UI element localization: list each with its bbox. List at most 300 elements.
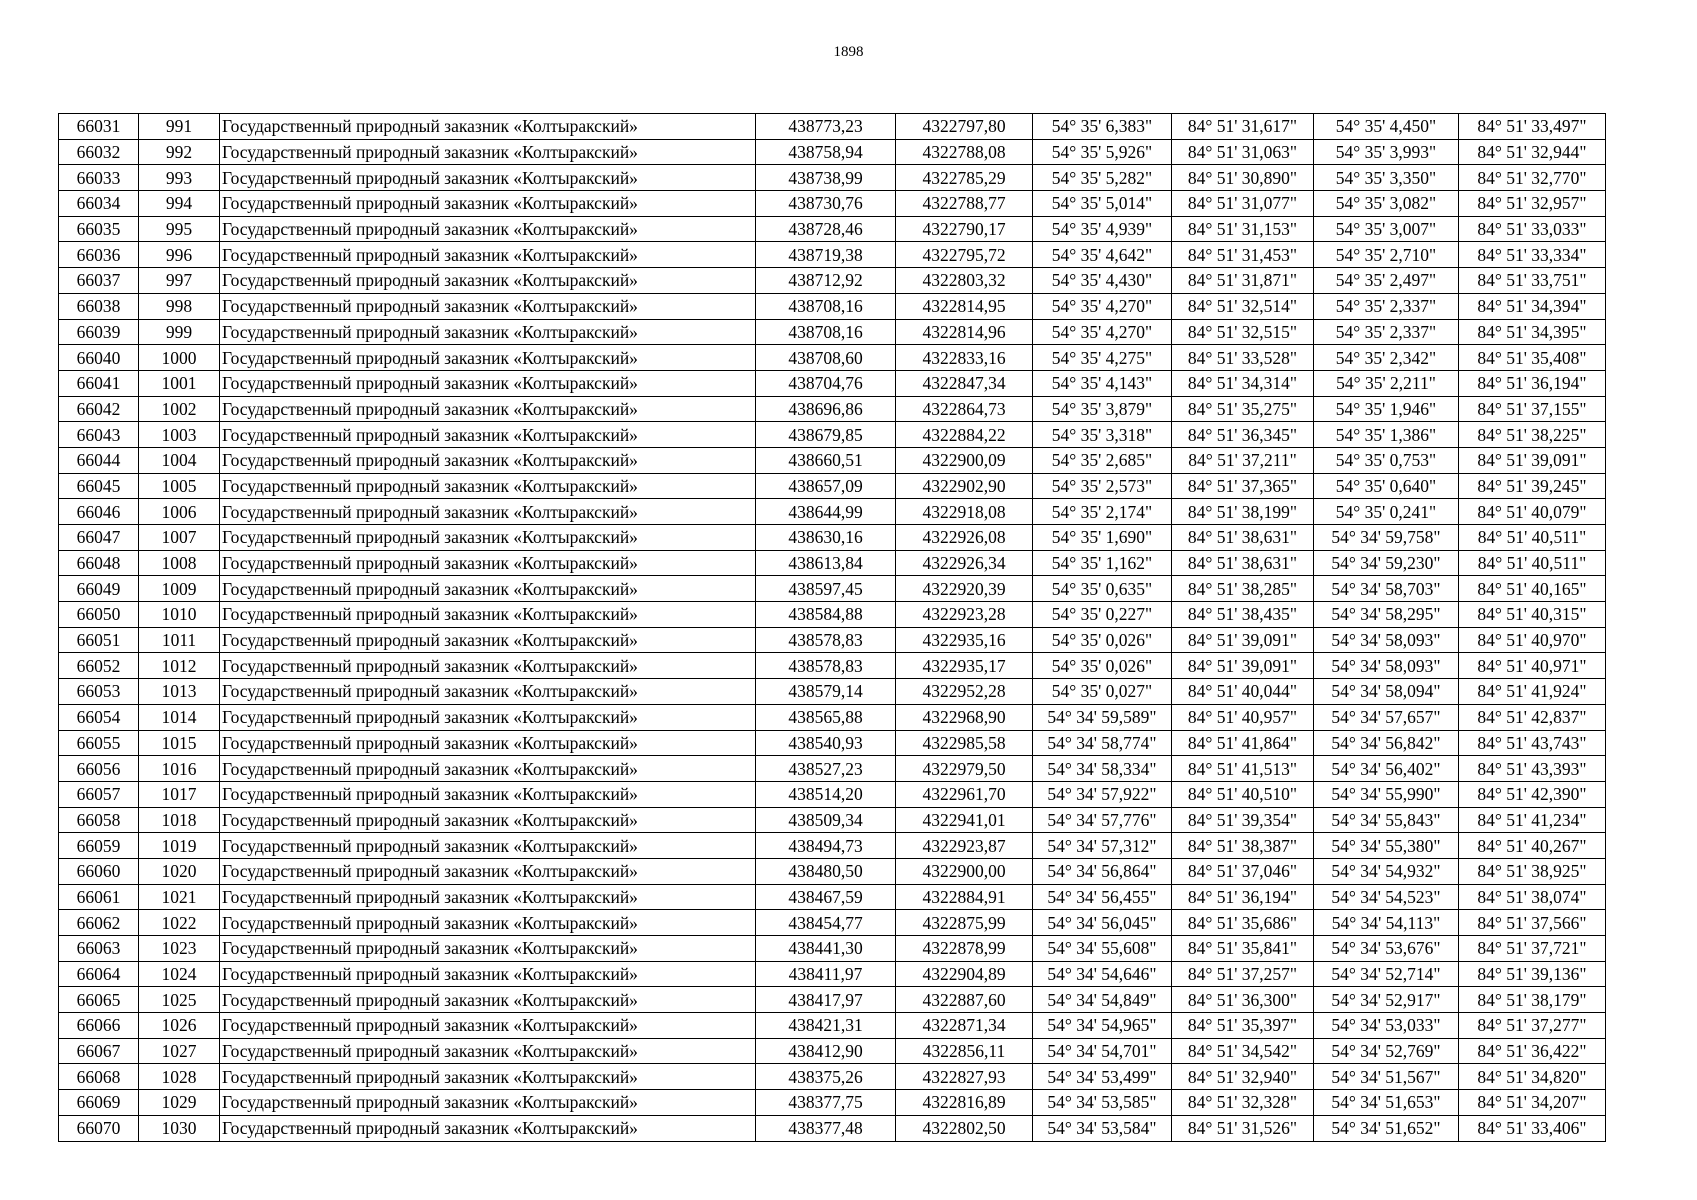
x-coordinate-cell: 438509,34 xyxy=(756,807,896,833)
latitude-2-cell: 54° 34' 53,033" xyxy=(1314,1013,1459,1039)
y-coordinate-cell: 4322864,73 xyxy=(896,396,1033,422)
latitude-1-cell: 54° 34' 58,774" xyxy=(1033,730,1172,756)
longitude-2-cell: 84° 51' 41,234" xyxy=(1459,807,1606,833)
x-coordinate-cell: 438657,09 xyxy=(756,473,896,499)
table-row xyxy=(59,858,1606,884)
table-row xyxy=(59,268,1606,294)
y-coordinate-cell: 4322884,22 xyxy=(896,422,1033,448)
latitude-1-cell: 54° 35' 0,635" xyxy=(1033,576,1172,602)
table-row xyxy=(59,139,1606,165)
record-id-cell: 66069 xyxy=(59,1090,139,1116)
y-coordinate-cell: 4322803,32 xyxy=(896,268,1033,294)
record-id-cell: 66060 xyxy=(59,858,139,884)
longitude-1-cell: 84° 51' 38,285" xyxy=(1172,576,1314,602)
longitude-2-cell: 84° 51' 39,245" xyxy=(1459,473,1606,499)
record-id-cell: 66037 xyxy=(59,268,139,294)
latitude-1-cell: 54° 34' 59,589" xyxy=(1033,704,1172,730)
table-row xyxy=(59,627,1606,653)
point-number-cell: 998 xyxy=(139,293,220,319)
y-coordinate-cell: 4322904,89 xyxy=(896,961,1033,987)
longitude-2-cell: 84° 51' 39,136" xyxy=(1459,961,1606,987)
point-number-cell: 1030 xyxy=(139,1115,220,1141)
longitude-1-cell: 84° 51' 38,631" xyxy=(1172,525,1314,551)
y-coordinate-cell: 4322875,99 xyxy=(896,910,1033,936)
latitude-1-cell: 54° 34' 53,585" xyxy=(1033,1090,1172,1116)
longitude-2-cell: 84° 51' 43,393" xyxy=(1459,756,1606,782)
table-row xyxy=(59,447,1606,473)
table-row xyxy=(59,550,1606,576)
latitude-2-cell: 54° 35' 2,342" xyxy=(1314,345,1459,371)
latitude-2-cell: 54° 35' 1,386" xyxy=(1314,422,1459,448)
zone-name-cell: Государственный природный заказник «Колтыракский» xyxy=(220,781,756,807)
record-id-cell: 66065 xyxy=(59,987,139,1013)
table-row xyxy=(59,370,1606,396)
longitude-1-cell: 84° 51' 35,397" xyxy=(1172,1013,1314,1039)
latitude-2-cell: 54° 35' 0,241" xyxy=(1314,499,1459,525)
latitude-2-cell: 54° 35' 3,350" xyxy=(1314,165,1459,191)
zone-name-cell: Государственный природный заказник «Колтыракский» xyxy=(220,1090,756,1116)
table-row xyxy=(59,1038,1606,1064)
y-coordinate-cell: 4322814,96 xyxy=(896,319,1033,345)
longitude-1-cell: 84° 51' 34,542" xyxy=(1172,1038,1314,1064)
table-row xyxy=(59,473,1606,499)
point-number-cell: 1017 xyxy=(139,781,220,807)
point-number-cell: 1008 xyxy=(139,550,220,576)
longitude-1-cell: 84° 51' 35,841" xyxy=(1172,936,1314,962)
y-coordinate-cell: 4322856,11 xyxy=(896,1038,1033,1064)
longitude-1-cell: 84° 51' 37,257" xyxy=(1172,961,1314,987)
latitude-2-cell: 54° 34' 56,402" xyxy=(1314,756,1459,782)
y-coordinate-cell: 4322900,09 xyxy=(896,447,1033,473)
record-id-cell: 66068 xyxy=(59,1064,139,1090)
x-coordinate-cell: 438454,77 xyxy=(756,910,896,936)
y-coordinate-cell: 4322900,00 xyxy=(896,858,1033,884)
latitude-2-cell: 54° 34' 57,657" xyxy=(1314,704,1459,730)
longitude-2-cell: 84° 51' 39,091" xyxy=(1459,447,1606,473)
latitude-1-cell: 54° 34' 56,455" xyxy=(1033,884,1172,910)
latitude-2-cell: 54° 34' 58,093" xyxy=(1314,653,1459,679)
x-coordinate-cell: 438730,76 xyxy=(756,191,896,217)
record-id-cell: 66040 xyxy=(59,345,139,371)
longitude-2-cell: 84° 51' 40,165" xyxy=(1459,576,1606,602)
table-row xyxy=(59,987,1606,1013)
zone-name-cell: Государственный природный заказник «Колтыракский» xyxy=(220,936,756,962)
longitude-1-cell: 84° 51' 35,686" xyxy=(1172,910,1314,936)
zone-name-cell: Государственный природный заказник «Колтыракский» xyxy=(220,268,756,294)
longitude-1-cell: 84° 51' 31,063" xyxy=(1172,139,1314,165)
record-id-cell: 66044 xyxy=(59,447,139,473)
x-coordinate-cell: 438377,48 xyxy=(756,1115,896,1141)
zone-name-cell: Государственный природный заказник «Колтыракский» xyxy=(220,499,756,525)
longitude-2-cell: 84° 51' 37,155" xyxy=(1459,396,1606,422)
longitude-1-cell: 84° 51' 40,044" xyxy=(1172,679,1314,705)
point-number-cell: 1001 xyxy=(139,370,220,396)
point-number-cell: 994 xyxy=(139,191,220,217)
point-number-cell: 1005 xyxy=(139,473,220,499)
point-number-cell: 1007 xyxy=(139,525,220,551)
table-row xyxy=(59,1013,1606,1039)
latitude-2-cell: 54° 34' 52,714" xyxy=(1314,961,1459,987)
record-id-cell: 66034 xyxy=(59,191,139,217)
table-row xyxy=(59,807,1606,833)
record-id-cell: 66070 xyxy=(59,1115,139,1141)
latitude-1-cell: 54° 34' 54,646" xyxy=(1033,961,1172,987)
latitude-1-cell: 54° 35' 0,026" xyxy=(1033,627,1172,653)
longitude-2-cell: 84° 51' 33,033" xyxy=(1459,216,1606,242)
latitude-2-cell: 54° 35' 2,710" xyxy=(1314,242,1459,268)
latitude-1-cell: 54° 34' 56,045" xyxy=(1033,910,1172,936)
record-id-cell: 66038 xyxy=(59,293,139,319)
y-coordinate-cell: 4322790,17 xyxy=(896,216,1033,242)
table-row xyxy=(59,1115,1606,1141)
table-row xyxy=(59,1090,1606,1116)
latitude-1-cell: 54° 34' 58,334" xyxy=(1033,756,1172,782)
point-number-cell: 997 xyxy=(139,268,220,294)
record-id-cell: 66046 xyxy=(59,499,139,525)
point-number-cell: 999 xyxy=(139,319,220,345)
zone-name-cell: Государственный природный заказник «Колтыракский» xyxy=(220,910,756,936)
zone-name-cell: Государственный природный заказник «Колтыракский» xyxy=(220,679,756,705)
record-id-cell: 66050 xyxy=(59,602,139,628)
latitude-1-cell: 54° 34' 54,965" xyxy=(1033,1013,1172,1039)
longitude-1-cell: 84° 51' 41,864" xyxy=(1172,730,1314,756)
latitude-2-cell: 54° 34' 55,380" xyxy=(1314,833,1459,859)
longitude-1-cell: 84° 51' 33,528" xyxy=(1172,345,1314,371)
longitude-1-cell: 84° 51' 32,515" xyxy=(1172,319,1314,345)
table-row xyxy=(59,730,1606,756)
zone-name-cell: Государственный природный заказник «Колтыракский» xyxy=(220,525,756,551)
latitude-2-cell: 54° 34' 56,842" xyxy=(1314,730,1459,756)
y-coordinate-cell: 4322816,89 xyxy=(896,1090,1033,1116)
longitude-1-cell: 84° 51' 41,513" xyxy=(1172,756,1314,782)
longitude-1-cell: 84° 51' 40,957" xyxy=(1172,704,1314,730)
coordinates-table xyxy=(58,113,1606,1142)
y-coordinate-cell: 4322935,16 xyxy=(896,627,1033,653)
point-number-cell: 1009 xyxy=(139,576,220,602)
table-row xyxy=(59,216,1606,242)
zone-name-cell: Государственный природный заказник «Колтыракский» xyxy=(220,473,756,499)
latitude-1-cell: 54° 35' 1,162" xyxy=(1033,550,1172,576)
x-coordinate-cell: 438565,88 xyxy=(756,704,896,730)
latitude-1-cell: 54° 35' 5,282" xyxy=(1033,165,1172,191)
longitude-2-cell: 84° 51' 42,837" xyxy=(1459,704,1606,730)
longitude-1-cell: 84° 51' 30,890" xyxy=(1172,165,1314,191)
table-row xyxy=(59,910,1606,936)
latitude-2-cell: 54° 34' 58,295" xyxy=(1314,602,1459,628)
zone-name-cell: Государственный природный заказник «Колтыракский» xyxy=(220,653,756,679)
record-id-cell: 66033 xyxy=(59,165,139,191)
x-coordinate-cell: 438613,84 xyxy=(756,550,896,576)
x-coordinate-cell: 438441,30 xyxy=(756,936,896,962)
y-coordinate-cell: 4322833,16 xyxy=(896,345,1033,371)
longitude-2-cell: 84° 51' 38,225" xyxy=(1459,422,1606,448)
table-row xyxy=(59,884,1606,910)
x-coordinate-cell: 438708,16 xyxy=(756,319,896,345)
zone-name-cell: Государственный природный заказник «Колтыракский» xyxy=(220,704,756,730)
record-id-cell: 66048 xyxy=(59,550,139,576)
latitude-1-cell: 54° 35' 4,270" xyxy=(1033,319,1172,345)
record-id-cell: 66042 xyxy=(59,396,139,422)
zone-name-cell: Государственный природный заказник «Колтыракский» xyxy=(220,858,756,884)
x-coordinate-cell: 438679,85 xyxy=(756,422,896,448)
x-coordinate-cell: 438421,31 xyxy=(756,1013,896,1039)
point-number-cell: 995 xyxy=(139,216,220,242)
latitude-1-cell: 54° 35' 4,642" xyxy=(1033,242,1172,268)
point-number-cell: 1004 xyxy=(139,447,220,473)
zone-name-cell: Государственный природный заказник «Колтыракский» xyxy=(220,165,756,191)
longitude-1-cell: 84° 51' 36,194" xyxy=(1172,884,1314,910)
y-coordinate-cell: 4322847,34 xyxy=(896,370,1033,396)
latitude-2-cell: 54° 34' 59,230" xyxy=(1314,550,1459,576)
zone-name-cell: Государственный природный заказник «Колтыракский» xyxy=(220,627,756,653)
record-id-cell: 66066 xyxy=(59,1013,139,1039)
record-id-cell: 66035 xyxy=(59,216,139,242)
longitude-1-cell: 84° 51' 40,510" xyxy=(1172,781,1314,807)
y-coordinate-cell: 4322952,28 xyxy=(896,679,1033,705)
record-id-cell: 66056 xyxy=(59,756,139,782)
latitude-2-cell: 54° 34' 59,758" xyxy=(1314,525,1459,551)
x-coordinate-cell: 438578,83 xyxy=(756,627,896,653)
x-coordinate-cell: 438708,16 xyxy=(756,293,896,319)
x-coordinate-cell: 438377,75 xyxy=(756,1090,896,1116)
latitude-1-cell: 54° 35' 2,685" xyxy=(1033,447,1172,473)
longitude-2-cell: 84° 51' 36,194" xyxy=(1459,370,1606,396)
latitude-1-cell: 54° 35' 2,174" xyxy=(1033,499,1172,525)
latitude-1-cell: 54° 34' 53,584" xyxy=(1033,1115,1172,1141)
table-row xyxy=(59,679,1606,705)
point-number-cell: 1003 xyxy=(139,422,220,448)
zone-name-cell: Государственный природный заказник «Колтыракский» xyxy=(220,1038,756,1064)
point-number-cell: 1016 xyxy=(139,756,220,782)
latitude-1-cell: 54° 35' 0,027" xyxy=(1033,679,1172,705)
x-coordinate-cell: 438417,97 xyxy=(756,987,896,1013)
longitude-2-cell: 84° 51' 34,394" xyxy=(1459,293,1606,319)
point-number-cell: 1002 xyxy=(139,396,220,422)
x-coordinate-cell: 438644,99 xyxy=(756,499,896,525)
latitude-1-cell: 54° 35' 4,939" xyxy=(1033,216,1172,242)
longitude-1-cell: 84° 51' 38,387" xyxy=(1172,833,1314,859)
table-row xyxy=(59,422,1606,448)
longitude-2-cell: 84° 51' 41,924" xyxy=(1459,679,1606,705)
table-row xyxy=(59,525,1606,551)
latitude-1-cell: 54° 34' 57,312" xyxy=(1033,833,1172,859)
table-row xyxy=(59,293,1606,319)
y-coordinate-cell: 4322802,50 xyxy=(896,1115,1033,1141)
table-row xyxy=(59,191,1606,217)
longitude-1-cell: 84° 51' 32,514" xyxy=(1172,293,1314,319)
point-number-cell: 1015 xyxy=(139,730,220,756)
point-number-cell: 991 xyxy=(139,114,220,140)
zone-name-cell: Государственный природный заказник «Колтыракский» xyxy=(220,756,756,782)
table-row xyxy=(59,961,1606,987)
longitude-1-cell: 84° 51' 32,940" xyxy=(1172,1064,1314,1090)
table-row xyxy=(59,576,1606,602)
record-id-cell: 66061 xyxy=(59,884,139,910)
x-coordinate-cell: 438630,16 xyxy=(756,525,896,551)
latitude-2-cell: 54° 35' 3,007" xyxy=(1314,216,1459,242)
record-id-cell: 66032 xyxy=(59,139,139,165)
y-coordinate-cell: 4322884,91 xyxy=(896,884,1033,910)
zone-name-cell: Государственный природный заказник «Колтыракский» xyxy=(220,807,756,833)
x-coordinate-cell: 438411,97 xyxy=(756,961,896,987)
latitude-2-cell: 54° 34' 58,703" xyxy=(1314,576,1459,602)
point-number-cell: 1027 xyxy=(139,1038,220,1064)
zone-name-cell: Государственный природный заказник «Колтыракский» xyxy=(220,216,756,242)
latitude-1-cell: 54° 34' 57,776" xyxy=(1033,807,1172,833)
latitude-2-cell: 54° 35' 2,337" xyxy=(1314,293,1459,319)
latitude-2-cell: 54° 35' 3,993" xyxy=(1314,139,1459,165)
y-coordinate-cell: 4322871,34 xyxy=(896,1013,1033,1039)
latitude-2-cell: 54° 35' 2,337" xyxy=(1314,319,1459,345)
latitude-1-cell: 54° 35' 0,227" xyxy=(1033,602,1172,628)
latitude-1-cell: 54° 34' 53,499" xyxy=(1033,1064,1172,1090)
latitude-2-cell: 54° 34' 55,990" xyxy=(1314,781,1459,807)
point-number-cell: 1025 xyxy=(139,987,220,1013)
zone-name-cell: Государственный природный заказник «Колтыракский» xyxy=(220,345,756,371)
point-number-cell: 1024 xyxy=(139,961,220,987)
record-id-cell: 66058 xyxy=(59,807,139,833)
point-number-cell: 1010 xyxy=(139,602,220,628)
longitude-2-cell: 84° 51' 38,179" xyxy=(1459,987,1606,1013)
x-coordinate-cell: 438708,60 xyxy=(756,345,896,371)
table-row xyxy=(59,396,1606,422)
longitude-2-cell: 84° 51' 43,743" xyxy=(1459,730,1606,756)
longitude-2-cell: 84° 51' 32,770" xyxy=(1459,165,1606,191)
latitude-1-cell: 54° 35' 5,014" xyxy=(1033,191,1172,217)
x-coordinate-cell: 438480,50 xyxy=(756,858,896,884)
latitude-1-cell: 54° 35' 6,383" xyxy=(1033,114,1172,140)
record-id-cell: 66031 xyxy=(59,114,139,140)
x-coordinate-cell: 438660,51 xyxy=(756,447,896,473)
longitude-2-cell: 84° 51' 40,971" xyxy=(1459,653,1606,679)
x-coordinate-cell: 438704,76 xyxy=(756,370,896,396)
zone-name-cell: Государственный природный заказник «Колтыракский» xyxy=(220,447,756,473)
longitude-2-cell: 84° 51' 40,315" xyxy=(1459,602,1606,628)
longitude-2-cell: 84° 51' 37,277" xyxy=(1459,1013,1606,1039)
zone-name-cell: Государственный природный заказник «Колтыракский» xyxy=(220,139,756,165)
longitude-1-cell: 84° 51' 38,435" xyxy=(1172,602,1314,628)
table-row xyxy=(59,602,1606,628)
latitude-2-cell: 54° 34' 51,653" xyxy=(1314,1090,1459,1116)
point-number-cell: 1006 xyxy=(139,499,220,525)
zone-name-cell: Государственный природный заказник «Колтыракский» xyxy=(220,114,756,140)
table-row xyxy=(59,165,1606,191)
x-coordinate-cell: 438467,59 xyxy=(756,884,896,910)
zone-name-cell: Государственный природный заказник «Колтыракский» xyxy=(220,833,756,859)
x-coordinate-cell: 438514,20 xyxy=(756,781,896,807)
latitude-1-cell: 54° 34' 57,922" xyxy=(1033,781,1172,807)
longitude-1-cell: 84° 51' 32,328" xyxy=(1172,1090,1314,1116)
longitude-1-cell: 84° 51' 39,354" xyxy=(1172,807,1314,833)
longitude-1-cell: 84° 51' 36,345" xyxy=(1172,422,1314,448)
latitude-1-cell: 54° 35' 3,318" xyxy=(1033,422,1172,448)
y-coordinate-cell: 4322941,01 xyxy=(896,807,1033,833)
y-coordinate-cell: 4322926,08 xyxy=(896,525,1033,551)
point-number-cell: 1029 xyxy=(139,1090,220,1116)
table-row xyxy=(59,833,1606,859)
x-coordinate-cell: 438597,45 xyxy=(756,576,896,602)
longitude-1-cell: 84° 51' 31,871" xyxy=(1172,268,1314,294)
table-row xyxy=(59,499,1606,525)
latitude-2-cell: 54° 35' 4,450" xyxy=(1314,114,1459,140)
latitude-2-cell: 54° 35' 2,211" xyxy=(1314,370,1459,396)
longitude-2-cell: 84° 51' 32,957" xyxy=(1459,191,1606,217)
longitude-2-cell: 84° 51' 38,074" xyxy=(1459,884,1606,910)
record-id-cell: 66057 xyxy=(59,781,139,807)
record-id-cell: 66047 xyxy=(59,525,139,551)
y-coordinate-cell: 4322788,77 xyxy=(896,191,1033,217)
record-id-cell: 66067 xyxy=(59,1038,139,1064)
point-number-cell: 1020 xyxy=(139,858,220,884)
latitude-2-cell: 54° 34' 52,917" xyxy=(1314,987,1459,1013)
latitude-1-cell: 54° 35' 4,143" xyxy=(1033,370,1172,396)
latitude-2-cell: 54° 35' 0,753" xyxy=(1314,447,1459,473)
record-id-cell: 66039 xyxy=(59,319,139,345)
longitude-1-cell: 84° 51' 38,631" xyxy=(1172,550,1314,576)
point-number-cell: 1014 xyxy=(139,704,220,730)
latitude-1-cell: 54° 34' 56,864" xyxy=(1033,858,1172,884)
zone-name-cell: Государственный природный заказник «Колтыракский» xyxy=(220,319,756,345)
latitude-2-cell: 54° 34' 58,094" xyxy=(1314,679,1459,705)
x-coordinate-cell: 438412,90 xyxy=(756,1038,896,1064)
zone-name-cell: Государственный природный заказник «Колтыракский» xyxy=(220,884,756,910)
latitude-1-cell: 54° 35' 2,573" xyxy=(1033,473,1172,499)
latitude-2-cell: 54° 35' 2,497" xyxy=(1314,268,1459,294)
latitude-2-cell: 54° 34' 51,567" xyxy=(1314,1064,1459,1090)
table-row xyxy=(59,114,1606,140)
x-coordinate-cell: 438375,26 xyxy=(756,1064,896,1090)
y-coordinate-cell: 4322985,58 xyxy=(896,730,1033,756)
longitude-2-cell: 84° 51' 32,944" xyxy=(1459,139,1606,165)
y-coordinate-cell: 4322902,90 xyxy=(896,473,1033,499)
point-number-cell: 993 xyxy=(139,165,220,191)
point-number-cell: 1028 xyxy=(139,1064,220,1090)
latitude-1-cell: 54° 35' 4,430" xyxy=(1033,268,1172,294)
longitude-1-cell: 84° 51' 31,526" xyxy=(1172,1115,1314,1141)
zone-name-cell: Государственный природный заказник «Колтыракский» xyxy=(220,396,756,422)
zone-name-cell: Государственный природный заказник «Колтыракский» xyxy=(220,242,756,268)
y-coordinate-cell: 4322878,99 xyxy=(896,936,1033,962)
record-id-cell: 66051 xyxy=(59,627,139,653)
table-body xyxy=(59,114,1606,1142)
zone-name-cell: Государственный природный заказник «Колтыракский» xyxy=(220,1064,756,1090)
longitude-1-cell: 84° 51' 37,211" xyxy=(1172,447,1314,473)
longitude-2-cell: 84° 51' 33,406" xyxy=(1459,1115,1606,1141)
latitude-2-cell: 54° 34' 54,113" xyxy=(1314,910,1459,936)
longitude-2-cell: 84° 51' 34,395" xyxy=(1459,319,1606,345)
latitude-2-cell: 54° 34' 52,769" xyxy=(1314,1038,1459,1064)
zone-name-cell: Государственный природный заказник «Колтыракский» xyxy=(220,576,756,602)
longitude-2-cell: 84° 51' 35,408" xyxy=(1459,345,1606,371)
table-row xyxy=(59,756,1606,782)
record-id-cell: 66064 xyxy=(59,961,139,987)
longitude-2-cell: 84° 51' 34,820" xyxy=(1459,1064,1606,1090)
latitude-1-cell: 54° 35' 3,879" xyxy=(1033,396,1172,422)
y-coordinate-cell: 4322920,39 xyxy=(896,576,1033,602)
y-coordinate-cell: 4322923,28 xyxy=(896,602,1033,628)
x-coordinate-cell: 438738,99 xyxy=(756,165,896,191)
record-id-cell: 66063 xyxy=(59,936,139,962)
point-number-cell: 1023 xyxy=(139,936,220,962)
table-row xyxy=(59,242,1606,268)
longitude-2-cell: 84° 51' 34,207" xyxy=(1459,1090,1606,1116)
latitude-1-cell: 54° 35' 1,690" xyxy=(1033,525,1172,551)
y-coordinate-cell: 4322968,90 xyxy=(896,704,1033,730)
point-number-cell: 1013 xyxy=(139,679,220,705)
zone-name-cell: Государственный природный заказник «Колтыракский» xyxy=(220,602,756,628)
longitude-2-cell: 84° 51' 40,267" xyxy=(1459,833,1606,859)
longitude-2-cell: 84° 51' 37,566" xyxy=(1459,910,1606,936)
